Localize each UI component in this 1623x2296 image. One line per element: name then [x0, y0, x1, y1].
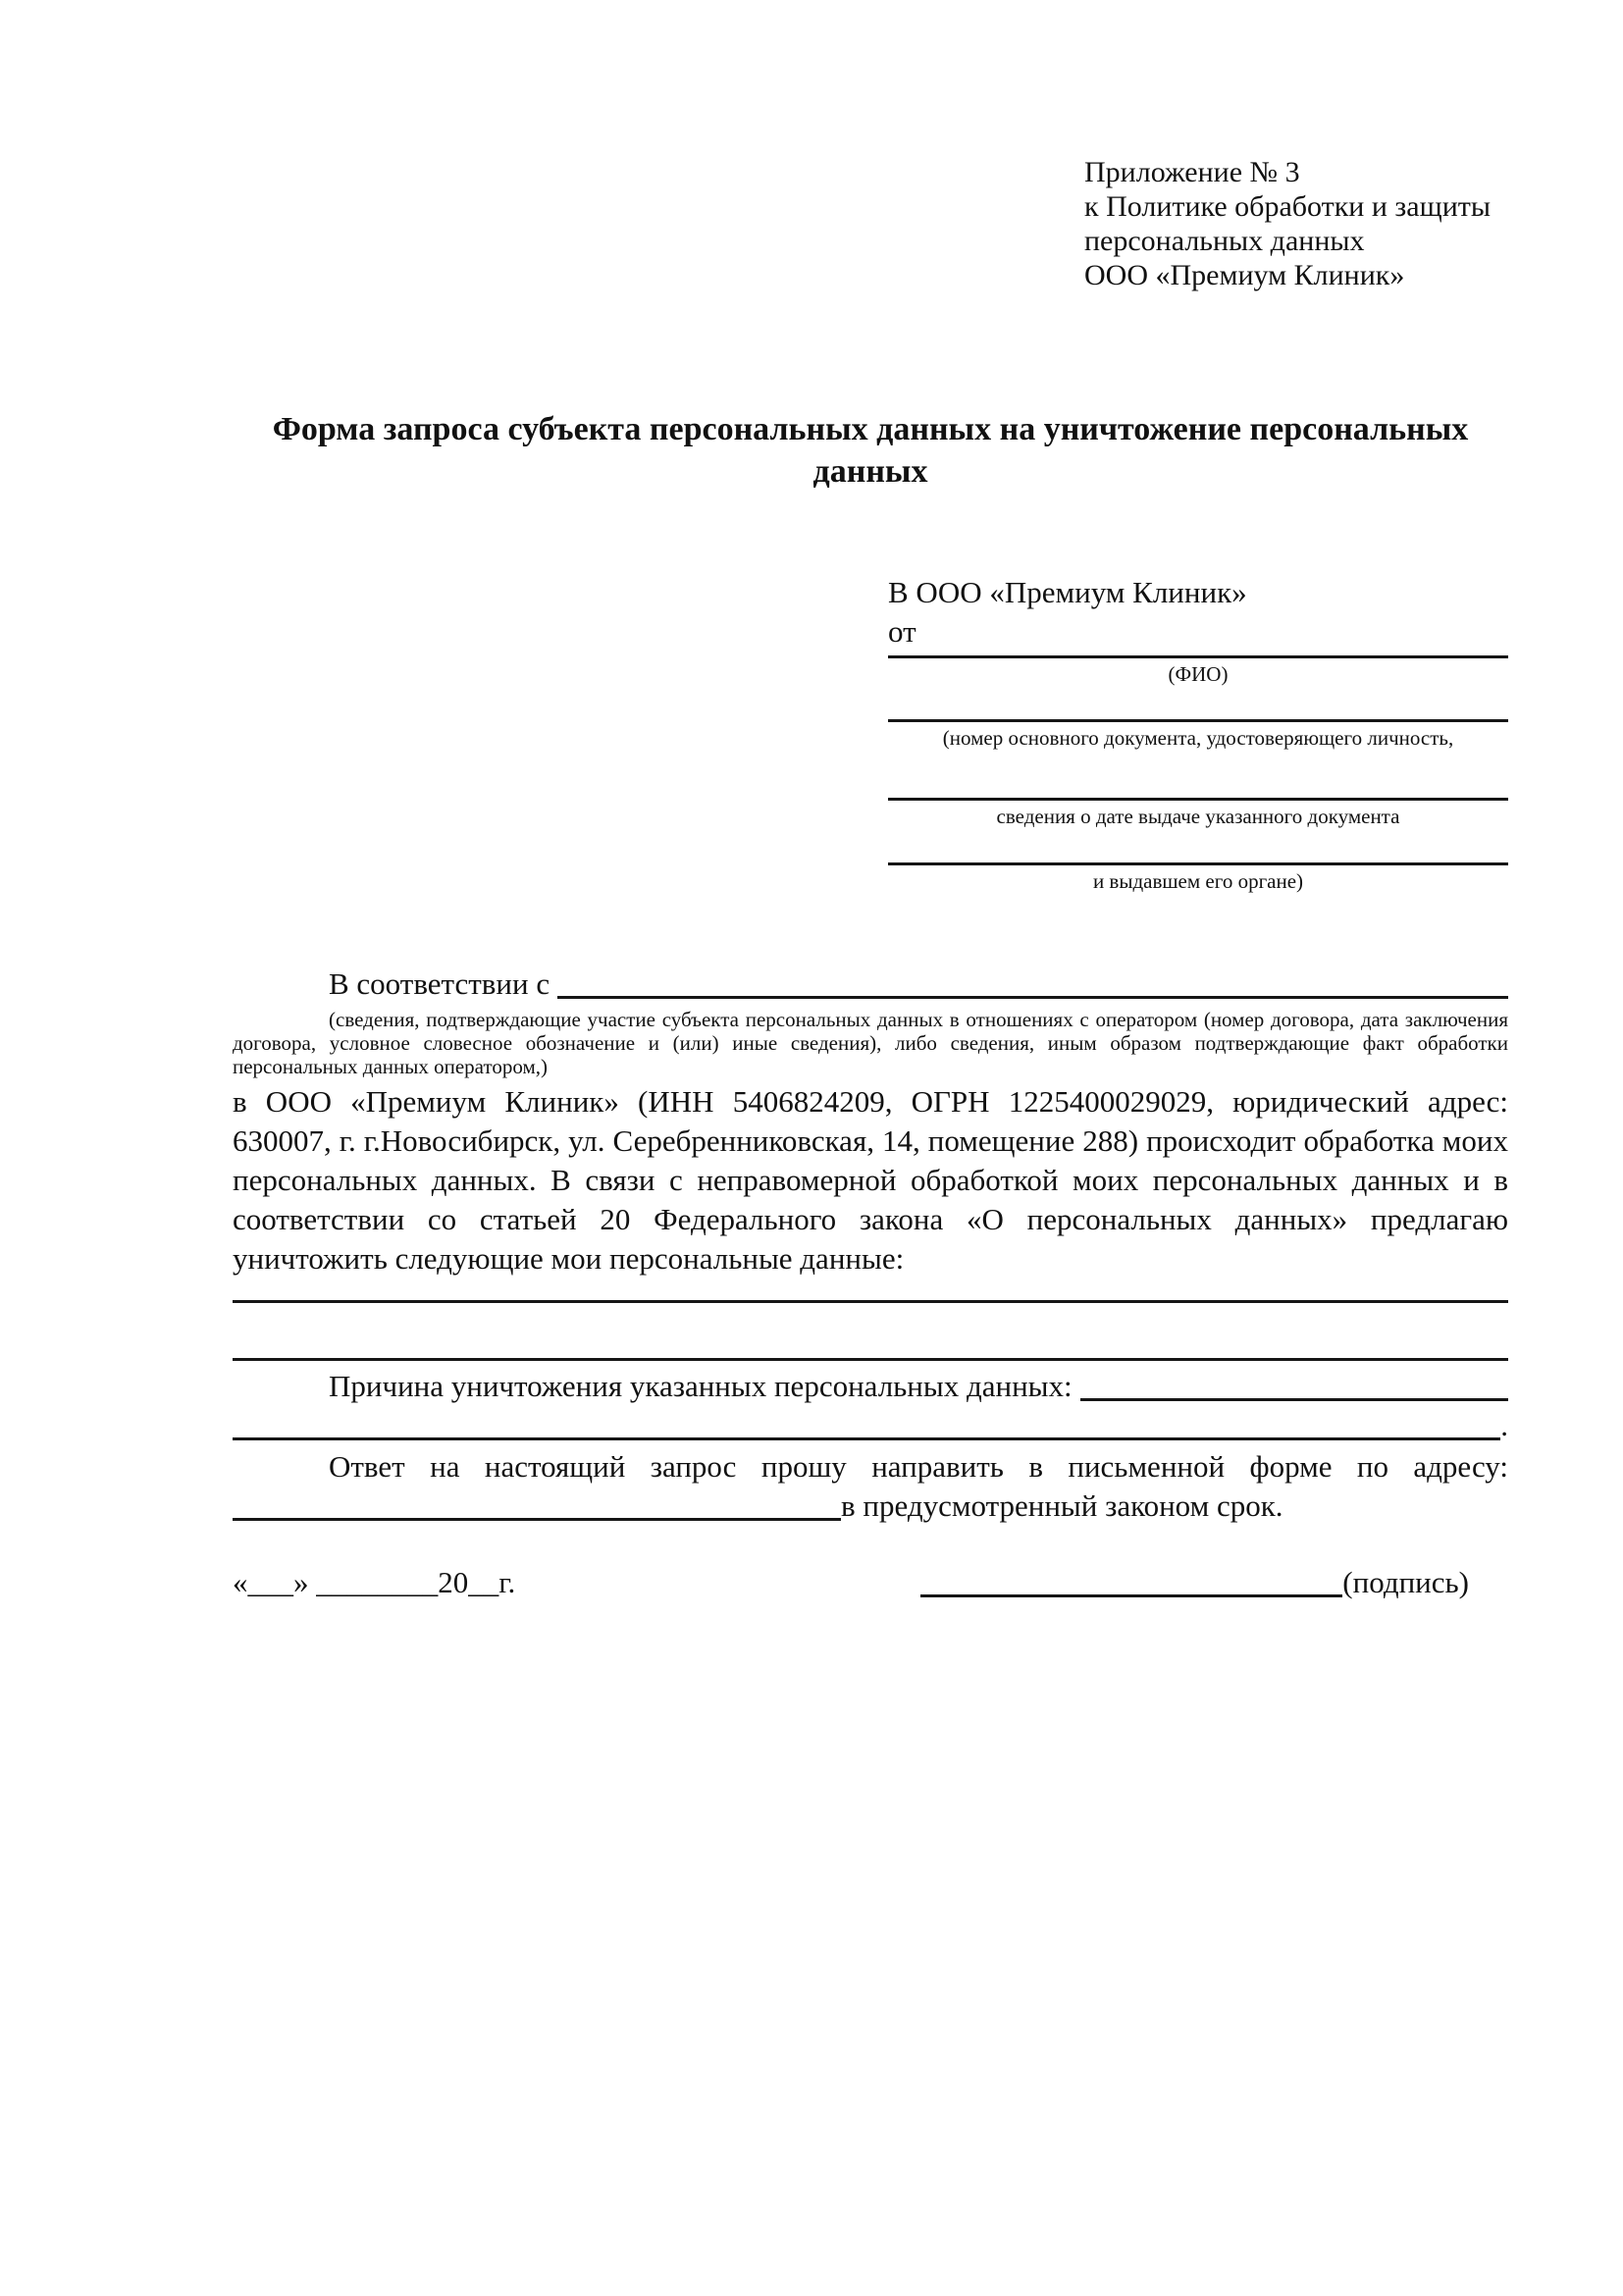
addressee-to: В ООО «Премиум Клиник»	[888, 575, 1247, 609]
reason-blank-line-2[interactable]	[233, 1437, 1500, 1440]
document-caption-2: сведения о дате выдаче указанного документа	[996, 805, 1400, 828]
date-blank[interactable]: «___» ________20__г.	[233, 1565, 516, 1599]
appendix-line: персональных данных	[1084, 225, 1365, 257]
according-line	[233, 965, 1508, 1004]
personal-data-blank-line-2[interactable]	[233, 1303, 1508, 1361]
answer-tail: в предусмотренный законом срок.	[841, 1488, 1283, 1523]
according-footnote: (сведения, подтверждающие участие субъекта персональных данных в отношениях с оператором (номер договора, дата заключения договора, условное словесное обозначение и (или) иные сведения), либо сведения, иным образом подтверждающие факт обработки персональных данных оператором,)	[233, 1008, 1508, 1078]
spacer	[888, 687, 1508, 719]
appendix-block	[1084, 0, 1508, 292]
appendix-line: ООО «Премиум Клиник»	[1084, 259, 1405, 291]
document-caption-1: (номер основного документа, удостоверяющего личность,	[942, 726, 1454, 750]
addressee-block	[888, 573, 1508, 894]
personal-data-blank-line-1[interactable]	[233, 1278, 1508, 1303]
signature-group	[920, 1563, 1469, 1602]
reason-line	[233, 1367, 1508, 1406]
document-caption-3: и выдавшем его органе)	[1092, 869, 1304, 893]
answer-paragraph: Ответ на настоящий запрос прошу направить в письменной форме по адресу:	[329, 1449, 1508, 1484]
spacer	[888, 829, 1508, 862]
reason-continuation-line	[233, 1406, 1508, 1445]
spacer	[888, 751, 1508, 798]
document-issuer-blank-line[interactable]	[888, 862, 1508, 865]
address-blank-line[interactable]	[233, 1518, 841, 1521]
address-line	[233, 1487, 1508, 1526]
document-issue-date-blank-line[interactable]	[888, 798, 1508, 801]
sentence-period: .	[1500, 1408, 1508, 1442]
page-content	[233, 0, 1508, 1602]
reason-blank-line[interactable]	[1080, 1398, 1508, 1401]
date-signature-row	[233, 1563, 1508, 1602]
fio-blank-line[interactable]	[888, 655, 1508, 658]
appendix-line: Приложение № 3	[1084, 156, 1300, 188]
main-paragraph: в ООО «Премиум Клиник» (ИНН 5406824209, ОГРН 1225400029029, юридический адрес: 630007, г. г.Новосибирск, ул. Серебренниковская, 14, помещение 288) происходит обработка моих персональных данных. В связи с неправомерной обработкой моих персональных данных и в соответствии со статьей 20 Федерального закона «О персональных данных» предлагаю уничтожить следующие мои персональные данные:	[233, 1084, 1508, 1276]
addressee-from-label: от	[888, 614, 916, 649]
fio-caption: (ФИО)	[1168, 662, 1229, 686]
reason-label: Причина уничтожения указанных персональных данных:	[329, 1369, 1073, 1403]
signature-caption: (подпись)	[1342, 1565, 1469, 1599]
appendix-line: к Политике обработки и защиты	[1084, 190, 1492, 223]
document-number-blank-line[interactable]	[888, 719, 1508, 722]
according-blank-line[interactable]	[557, 996, 1508, 999]
signature-blank-line[interactable]	[920, 1594, 1342, 1597]
according-label: В соответствии с	[329, 966, 550, 1001]
document-title: Форма запроса субъекта персональных данных на уничтожение персональных данных	[272, 411, 1469, 490]
